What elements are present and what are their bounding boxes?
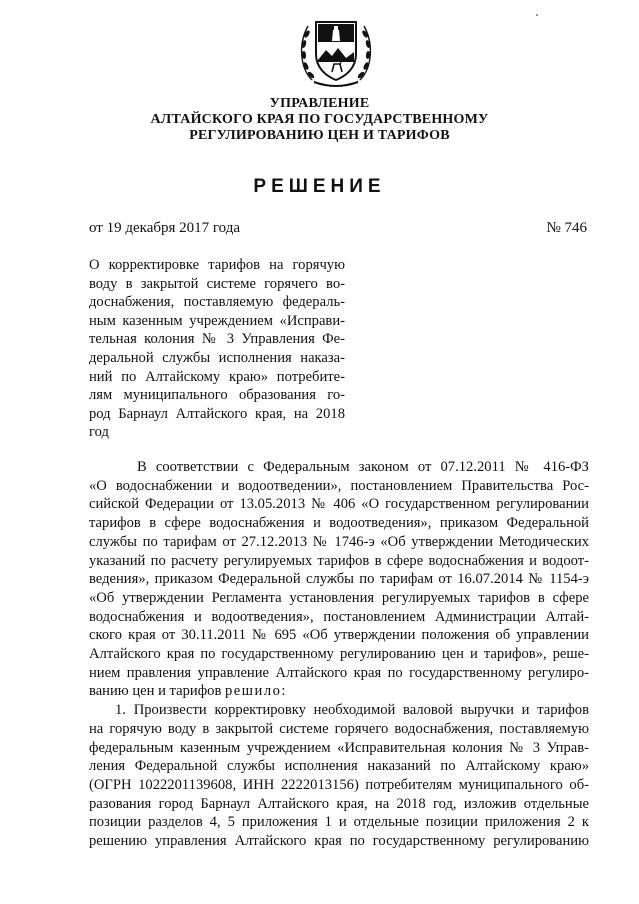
scan-speck	[536, 14, 538, 16]
subject-line: деральной службы исполнения наказа-	[89, 349, 345, 366]
body-line: указаний по расчету регулируемых тарифов в сфере водоснабжения и водоот-	[89, 552, 589, 569]
subject-line: ным казенным учреждением «Исправи-	[89, 312, 345, 329]
org-line: АЛТАЙСКОГО КРАЯ ПО ГОСУДАРСТВЕННОМУ	[150, 112, 489, 127]
body-line: нием правления управление Алтайского края по государственному регулиро-	[89, 664, 589, 681]
body-line: ского края от 30.11.2011 № 695 «Об утверждении положения об управлении	[89, 627, 589, 644]
body-line: службы по тарифам от 27.12.2013 № 1746-э «Об утверждении Методических	[89, 533, 589, 550]
decision-date: от 19 декабря 2017 года	[89, 220, 241, 236]
subject-line: тельная колония № 3 Управления Фе-	[89, 331, 345, 348]
body-line: Алтайского края по государственному регулированию цен и тарифов», реше-	[89, 646, 589, 663]
body-line: «О водоснабжении и водоотведении», постановлением Правительства Рос-	[89, 477, 589, 494]
body-line: водоснабжения и водоотведения», постановлением Администрации Алтай-	[89, 608, 589, 625]
body-line: «Об утверждении Регламента установления регулируемых тарифов в сфере	[89, 589, 589, 606]
org-line: РЕГУЛИРОВАНИЮ ЦЕН И ТАРИФОВ	[189, 128, 450, 143]
document-type-title: РЕШЕНИЕ	[253, 176, 386, 197]
preamble-end: ванию цен и тарифов	[89, 683, 222, 700]
subject-line: доснабжения, поставляемую федераль-	[89, 294, 345, 311]
organization-name	[0, 96, 639, 144]
decision-body	[89, 458, 589, 851]
body-line-final	[89, 682, 589, 701]
item-1-line: 1. Произвести корректировку необходимой валовой выручки и тарифов	[115, 702, 589, 719]
body-line: В соответствии с Федеральным законом от 07.12.2011 № 416-ФЗ	[137, 459, 589, 475]
decided-word: решило:	[225, 683, 287, 700]
altai-krai-coat-of-arms-icon	[296, 14, 376, 90]
subject-line: О корректировке тарифов на горячую	[89, 257, 345, 273]
item-1-line: позиции разделов 4, 5 приложения 1 и отдельные позиции приложения 2 к	[89, 814, 589, 831]
org-line: УПРАВЛЕНИЕ	[269, 96, 370, 111]
decision-subject	[89, 256, 345, 442]
subject-line: воду в закрытой системе горячего во-	[89, 275, 345, 292]
item-1-line: ления Федеральной службы исполнения наказаний по Алтайскому краю»	[89, 758, 589, 775]
item-1-line: федеральным казенным учреждением «Исправительная колония № 3 Управ-	[89, 739, 589, 756]
body-line: ведения», приказом Федеральной службы по тарифам от 16.07.2014 № 1154-э	[89, 571, 589, 588]
body-line: тарифов в сфере водоснабжения и водоотведения», приказом Федеральной	[89, 515, 589, 532]
subject-line: ний по Алтайскому краю» потребите-	[89, 368, 345, 385]
decision-number: № 746	[546, 220, 587, 236]
subject-line: лям муниципального образования го-	[89, 387, 345, 404]
item-1-line: на горячую воду в закрытой системе горячего водоснабжения, поставляемую	[89, 720, 589, 737]
subject-line: род Барнаул Алтайского края, на 2018	[89, 405, 345, 422]
item-1-line: (ОГРН 1022201139608, ИНН 2222013156) потребителям муниципального об-	[89, 776, 589, 793]
subject-line: год	[89, 424, 109, 441]
item-1-line: разования город Барнаул Алтайского края, на 2018 год, изложив отдельные	[89, 795, 589, 812]
body-line: сийской Федерации от 13.05.2013 № 406 «О государственном регулировании	[89, 496, 589, 513]
item-1-line: решению управления Алтайского края по государственному регулированию	[89, 833, 589, 850]
